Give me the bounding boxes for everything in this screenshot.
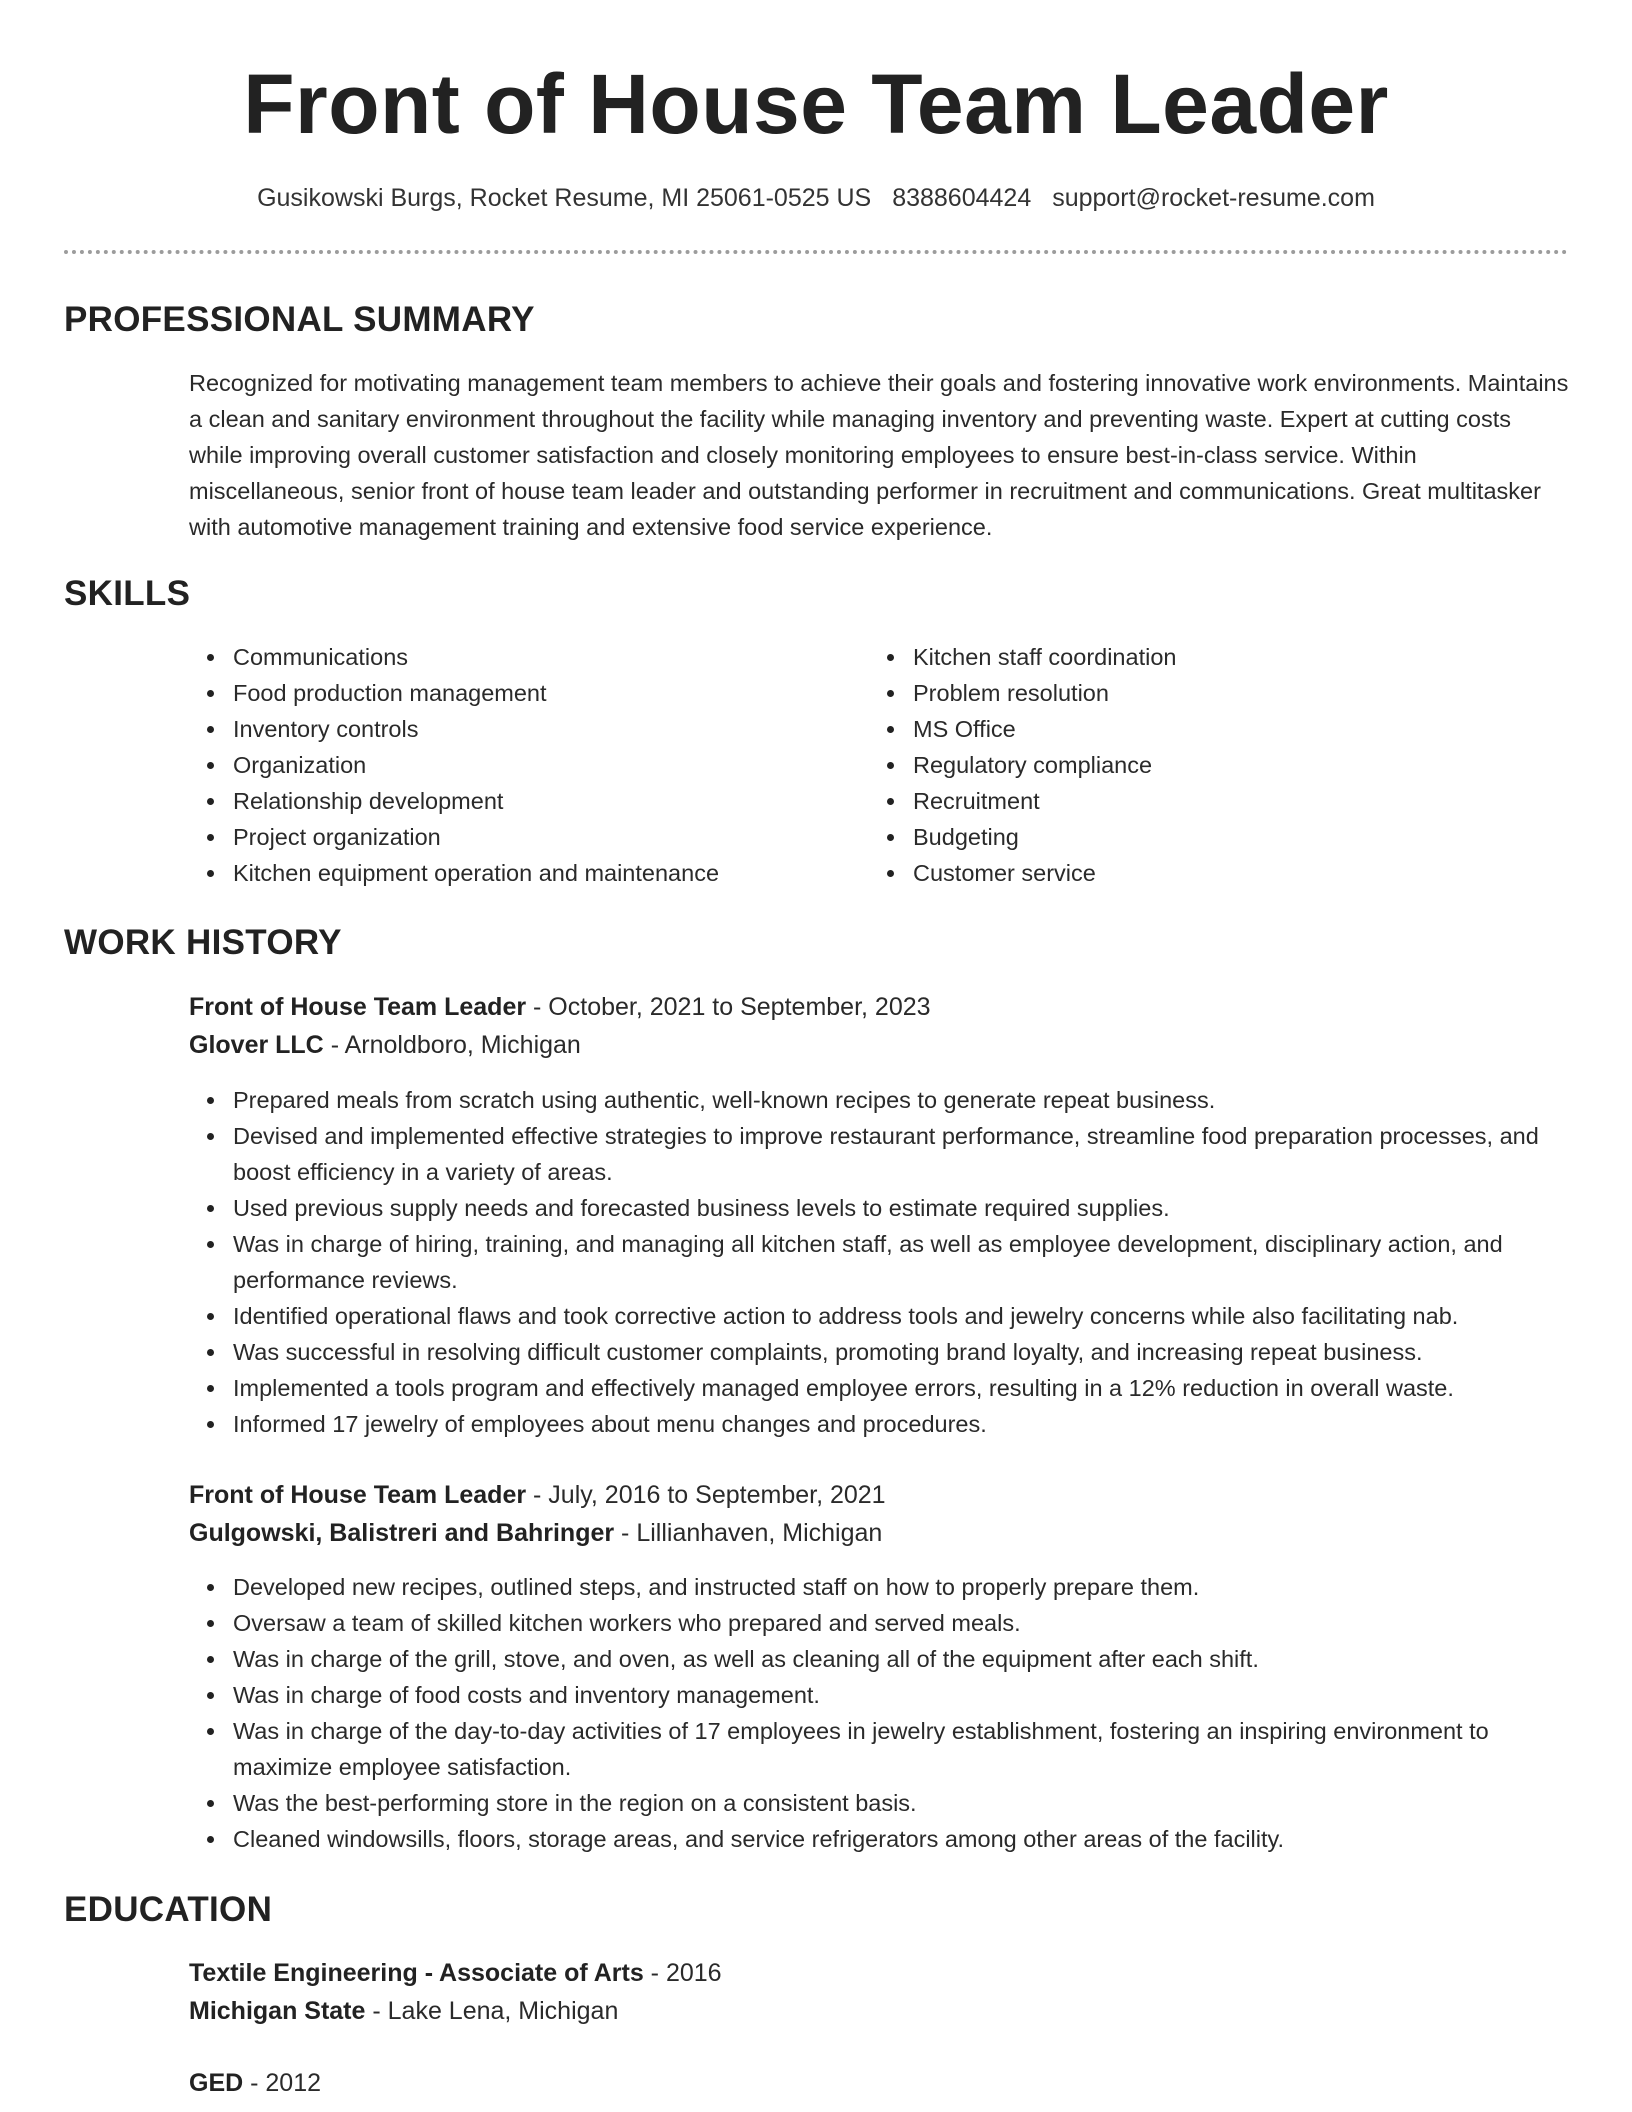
list-item: Was successful in resolving difficult customer complaints, promoting brand loyalty, and increasing repeat business. bbox=[189, 1334, 1569, 1370]
skill-item: Kitchen equipment operation and maintenance bbox=[189, 855, 849, 891]
skill-item: Problem resolution bbox=[869, 675, 1529, 711]
list-item: Developed new recipes, outlined steps, and instructed staff on how to properly prepare them. bbox=[189, 1569, 1569, 1605]
contact-email: support@rocket-resume.com bbox=[1052, 184, 1375, 212]
list-item: Was the best-performing store in the region on a consistent basis. bbox=[189, 1785, 1569, 1821]
list-item: Devised and implemented effective strategies to improve restaurant performance, streamline food preparation processes, and boost efficiency in a variety of areas. bbox=[189, 1118, 1569, 1190]
list-item: Was in charge of food costs and inventory management. bbox=[189, 1677, 1569, 1713]
skill-item: Relationship development bbox=[189, 783, 849, 819]
job-dates: - July, 2016 to September, 2021 bbox=[526, 1481, 886, 1509]
skills-list-right bbox=[869, 639, 1529, 891]
list-item: Informed 17 jewelry of employees about menu changes and procedures. bbox=[189, 1406, 1569, 1442]
skills-list-left bbox=[189, 639, 849, 891]
contact-phone: 8388604424 bbox=[892, 184, 1032, 212]
job-company: Gulgowski, Balistreri and Bahringer bbox=[189, 1519, 615, 1547]
job-title-line bbox=[189, 1476, 1569, 1514]
contact-address: Gusikowski Burgs, Rocket Resume, MI 25061-0525 US bbox=[257, 184, 872, 212]
education-degree: GED bbox=[189, 2069, 244, 2097]
job-bullets bbox=[189, 1569, 1569, 1857]
header-divider bbox=[64, 250, 1568, 254]
skill-item: Food production management bbox=[189, 675, 849, 711]
job-role: Front of House Team Leader bbox=[189, 993, 527, 1021]
page-title: Front of House Team Leader bbox=[243, 57, 1389, 151]
education-school: Michigan State bbox=[189, 1997, 366, 2025]
skill-item: Customer service bbox=[869, 855, 1529, 891]
education-degree: Textile Engineering - Associate of Arts bbox=[189, 1959, 644, 1987]
summary-heading: PROFESSIONAL SUMMARY bbox=[64, 300, 535, 339]
job-bullets bbox=[189, 1082, 1569, 1442]
list-item: Identified operational flaws and took corrective action to address tools and jewelry concerns while also facilitating nab. bbox=[189, 1298, 1569, 1334]
skills-heading: SKILLS bbox=[64, 574, 191, 613]
skill-item: Inventory controls bbox=[189, 711, 849, 747]
contact-line bbox=[0, 181, 1632, 215]
list-item: Oversaw a team of skilled kitchen workers who prepared and served meals. bbox=[189, 1605, 1569, 1641]
work-heading: WORK HISTORY bbox=[64, 923, 342, 962]
education-year: - 2012 bbox=[243, 2069, 322, 2097]
list-item: Implemented a tools program and effectively managed employee errors, resulting in a 12% reduction in overall waste. bbox=[189, 1370, 1569, 1406]
summary-text: Recognized for motivating management team members to achieve their goals and fostering innovative work environments. Maintains a clean and sanitary environment throughout the facility while managing inventory and preventing waste. Expert at cutting costs while improving overall customer satisfaction and closely monitoring employees to ensure best-in-class service. Within miscellaneous, senior front of house team leader and outstanding performer in recruitment and communications. Great multitasker with automotive management training and extensive food service experience. bbox=[189, 370, 1569, 540]
skill-item: Communications bbox=[189, 639, 849, 675]
job-role: Front of House Team Leader bbox=[189, 1481, 527, 1509]
skill-item: Kitchen staff coordination bbox=[869, 639, 1529, 675]
job-company: Glover LLC bbox=[189, 1031, 324, 1059]
list-item: Was in charge of the grill, stove, and oven, as well as cleaning all of the equipment after each shift. bbox=[189, 1641, 1569, 1677]
education-degree-line bbox=[189, 1954, 1569, 1992]
education-year: - 2016 bbox=[643, 1959, 722, 1987]
skill-item: Organization bbox=[189, 747, 849, 783]
skill-item: Budgeting bbox=[869, 819, 1529, 855]
skill-item: Project organization bbox=[189, 819, 849, 855]
job-location: - Arnoldboro, Michigan bbox=[323, 1031, 581, 1059]
list-item: Used previous supply needs and forecasted business levels to estimate required supplies. bbox=[189, 1190, 1569, 1226]
list-item: Cleaned windowsills, floors, storage areas, and service refrigerators among other areas of the facility. bbox=[189, 1821, 1569, 1857]
skill-item: Regulatory compliance bbox=[869, 747, 1529, 783]
education-heading: EDUCATION bbox=[64, 1890, 273, 1929]
education-degree-line bbox=[189, 2064, 1569, 2102]
list-item: Was in charge of hiring, training, and managing all kitchen staff, as well as employee development, disciplinary action, and performance reviews. bbox=[189, 1226, 1569, 1298]
job-company-line bbox=[189, 1026, 1569, 1064]
list-item: Was in charge of the day-to-day activities of 17 employees in jewelry establishment, fostering an inspiring environment to maximize employee satisfaction. bbox=[189, 1713, 1569, 1785]
job-company-line bbox=[189, 1514, 1569, 1552]
skill-item: MS Office bbox=[869, 711, 1529, 747]
job-dates: - October, 2021 to September, 2023 bbox=[526, 993, 931, 1021]
skill-item: Recruitment bbox=[869, 783, 1529, 819]
job-location: - Lillianhaven, Michigan bbox=[614, 1519, 883, 1547]
job-title-line bbox=[189, 988, 1569, 1026]
list-item: Prepared meals from scratch using authentic, well-known recipes to generate repeat business. bbox=[189, 1082, 1569, 1118]
education-school-line bbox=[189, 1992, 1569, 2030]
education-location: - Lake Lena, Michigan bbox=[365, 1997, 619, 2025]
